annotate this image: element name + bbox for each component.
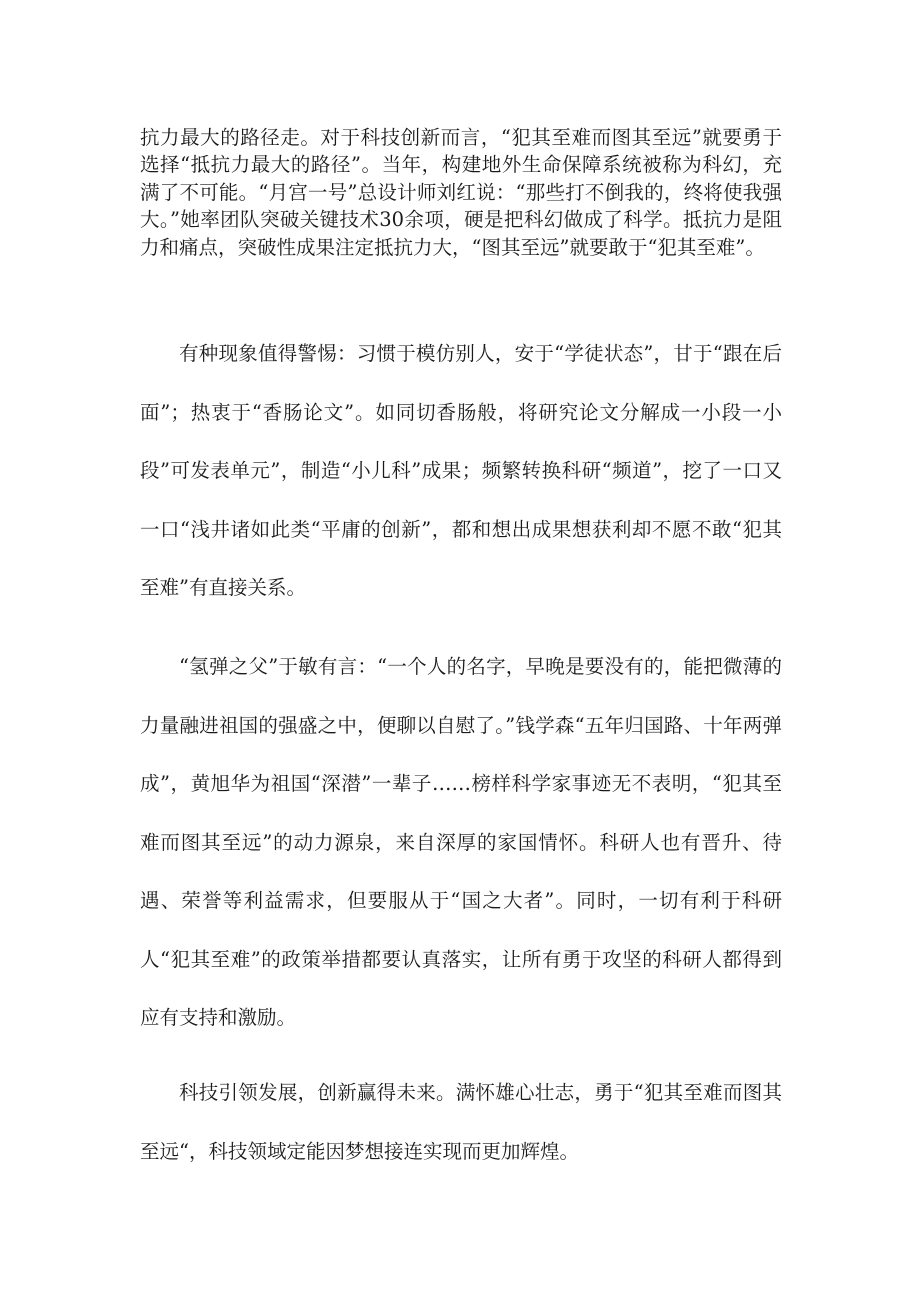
paragraph-warning-phenomenon: 有种现象值得警惕：习惯于模仿别人，安于“学徒状态”，甘于“跟在后面”；热衷于“香肠论文”。如同切香肠般，将研究论文分解成一小段一小段”可发表单元”，制造“小儿科”成果；频繁转换科研“频道”，挖了一口又一口“浅井诸如此类“平庸的创新”，都和想出成果想获利却不愿不敢“犯其至难”有直接关系。 [140,342,782,599]
paragraph-patriotic-motivation: “氢弹之父”于敏有言：“一个人的名字，早晚是要没有的，能把微薄的力量融进祖国的强盛之中，便聊以自慰了。”钱学森“五年归国路、十年两弹成”，黄旭华为祖国“深潜”一辈子……榜样科学家事迹无不表明，“犯其至难而图其至远”的动力源泉，来自深厚的家国情怀。科研人也有晋升、待遇、荣誉等利益需求，但要服从于“国之大者”。同时，一切有利于科研人“犯其至难”的政策举措都要认真落实，让所有勇于攻坚的科研人都得到应有支持和激励。 [140,655,782,1029]
paragraph-conclusion: 科技引领发展，创新赢得未来。满怀雄心壮志，勇于“犯其至难而图其至远“，科技领域定能因梦想接连实现而更加辉煌。 [140,1081,782,1163]
paragraph-path-of-resistance: 抗力最大的路径走。对于科技创新而言，“犯其至难而图其至远”就要勇于选择“抵抗力最大的路径”。当年，构建地外生命保障系统被称为科幻，充满了不可能。“月宫一号”总设计师刘红说：“那些打不倒我的，终将使我强大。”她率团队突破关键技术30余项，硬是把科幻做成了科学。抵抗力是阻力和痛点，突破性成果注定抵抗力大，“图其至远”就要敢于“犯其至难”。 [140,126,782,259]
